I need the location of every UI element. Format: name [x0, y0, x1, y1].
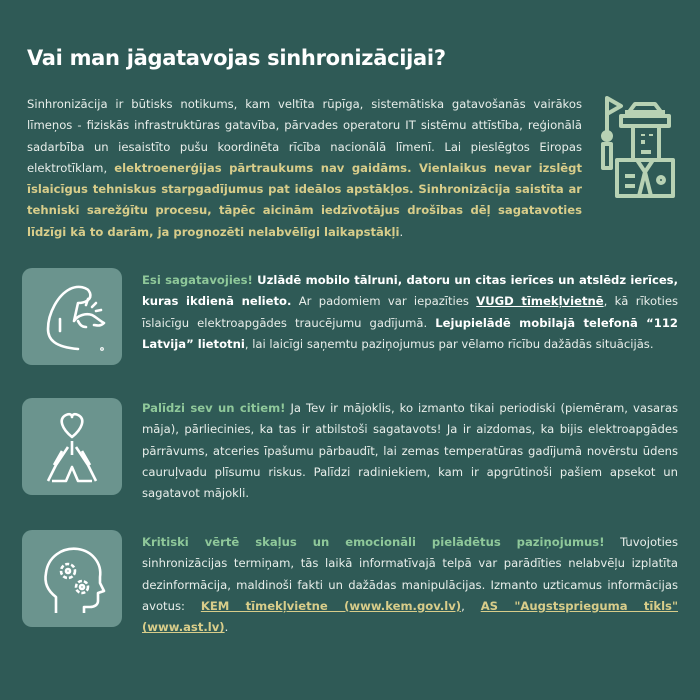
section-icon-tile: [22, 530, 122, 627]
section-text: ,: [461, 598, 481, 613]
section-help-others: [142, 398, 678, 504]
section-text: , kā rīkoties īslaicīgu elektroapgādes traucējumu gadījumā.: [142, 294, 679, 330]
kem-link[interactable]: KEM tīmekļvietne (www.kem.gov.lv): [200, 598, 462, 613]
section-text: Ja Tev ir mājoklis, ko izmanto tikai periodiski (piemēram, vasaras māja), pārliecinies, ka tas ir atbilstoši sagatavots! Ja ir aizdomas, ka bijis elektroapgādes pārrāvums, atceries īpašumu pārbaudīt, lai zemas temperatūras gadījumā novērstu ūdens cauruļvadu plīsumu riskus. Palīdzi radiniekiem, kam ir apgrūtinoši pašiem apsekot un sagatavot mājokli.: [142, 401, 678, 501]
section-bold: Uzlādē mobilo tālruni, datoru un citas ierīces un atslēdz ierīces, kuras ikdienā nelieto.: [142, 273, 678, 309]
intro-highlight: elektroenerģijas pārtraukums nav gaidāms. Vienlaikus nevar izslēgt īslaicīgus tehniskus starpgadījumus pat ideālos apstākļos. Sinhronizācija saistīta ar tehniski sarežģītu procesu, tāpēc aicinām iedzīvotājus drošības dēļ sagatavoties līdzīgi kā to darām, ja prognozēti nelabvēlīgi laikapstākļi: [27, 160, 582, 239]
vugd-link[interactable]: VUGD tīmekļvietnē: [476, 294, 604, 309]
section-text: Ar padomiem var iepazīties: [291, 294, 477, 309]
section-icon-tile: [22, 398, 122, 495]
intro-end: .: [399, 224, 404, 239]
section-text: Tuvojoties sinhronizācijas termiņam, tās laikā informatīvajā telpā var parādīties nelabvēļu izplatīta dezinformācija, maldinoši fakti un dažādas manipulācijas. Izmanto uzticamus informācijas avotus:: [142, 535, 678, 613]
section-lead: Esi sagatavojies!: [142, 273, 253, 287]
head-gears-icon: [32, 539, 112, 619]
flexed-arm-icon: [32, 277, 112, 357]
section-bold: Lejupielādē mobilajā telefonā “112 Latvija” lietotni: [142, 315, 678, 351]
section-prepare: [142, 270, 678, 355]
helping-hands-heart-icon: [32, 407, 112, 487]
page-title: Vai man jāgatavojas sinhronizācijai?: [27, 46, 446, 70]
section-text: , lai laicīgi saņemtu paziņojumus par vēlamo rīcību dažādās situācijās.: [244, 336, 654, 351]
ast-link[interactable]: AS "Augstsprieguma tīkls" (www.ast.lv): [142, 598, 678, 635]
section-text: .: [224, 620, 229, 635]
section-icon-tile: [22, 268, 122, 365]
section-lead: Kritiski vērtē skaļus un emocionāli pielādētus paziņojumus!: [142, 535, 605, 549]
intro-paragraph: [27, 94, 582, 243]
scout-figure-icon: [597, 92, 685, 202]
section-lead: Palīdzi sev un citiem!: [142, 401, 286, 415]
section-critical-thinking: [142, 532, 678, 638]
intro-text: Sinhronizācija ir būtisks notikums, kam veltīta rūpīga, sistemātiska gatavošanās vairākos līmeņos - fiziskās infrastruktūras gatavība, pārvades operatoru IT sistēmu attīstība, reģionālā sadarbība un iesaistīto pušu koordinēta rīcība nacionālā līmenī. Lai pieslēgtos Eiropas elektrotīklam,: [27, 97, 582, 175]
